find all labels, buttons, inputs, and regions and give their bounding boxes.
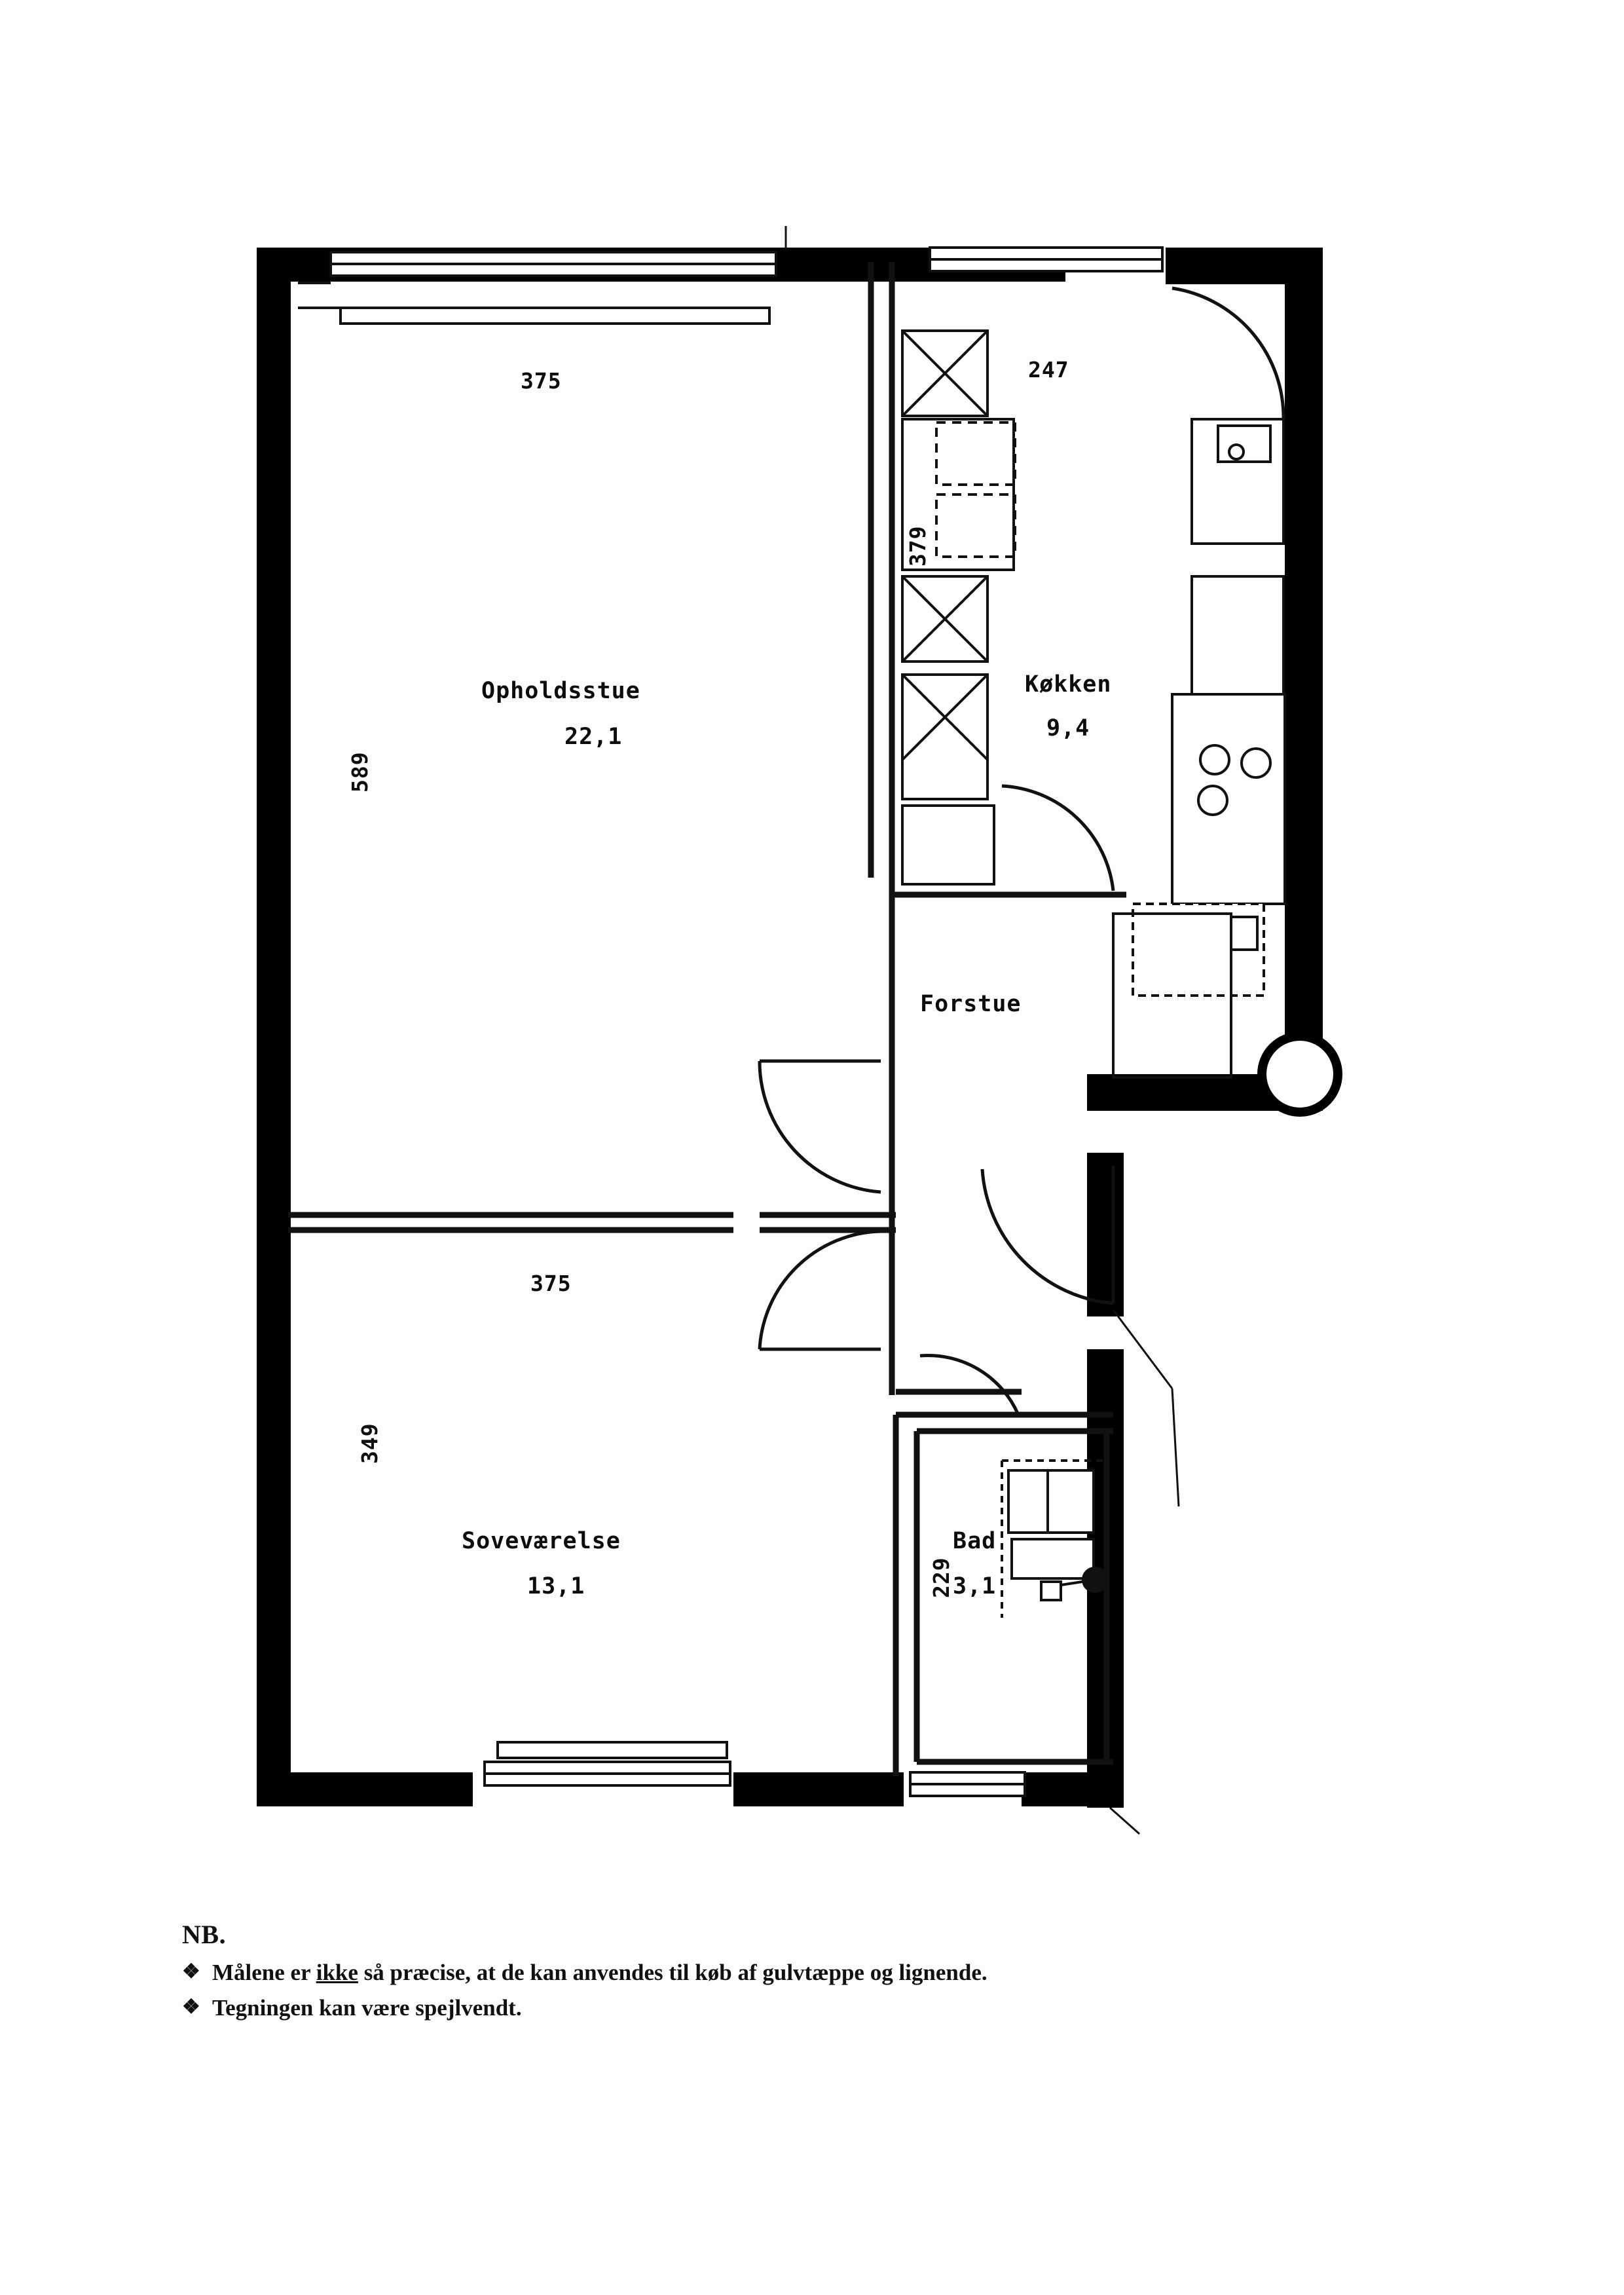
dimension-bath-left: 229 (929, 1557, 954, 1598)
hall-fixtures (1113, 904, 1264, 1077)
room-label-hall: Forstue (920, 991, 1022, 1017)
dimension-bedroom-top: 375 (530, 1271, 572, 1296)
notes-list (182, 1956, 1426, 2024)
room-area-kitchen: 9,4 (1046, 715, 1090, 741)
note-item (182, 1992, 1426, 2024)
kitchen-fixtures (902, 331, 1285, 904)
diamond-bullet-icon: ❖ (182, 1960, 200, 1983)
notes-block (182, 1919, 1426, 2026)
room-label-living: Opholdsstue (481, 678, 640, 704)
exterior-walls (257, 248, 1323, 1808)
dimension-bedroom-left: 349 (357, 1423, 382, 1464)
dimension-living-left: 589 (347, 751, 373, 793)
note-item (182, 1956, 1426, 1989)
note-text-1-pre: Målene er (212, 1960, 316, 1985)
note-text-2 (212, 1992, 522, 2024)
dimension-kitchen-top: 247 (1028, 357, 1069, 382)
notes-title: NB. (182, 1920, 227, 1949)
entry-marker (1262, 1036, 1338, 1112)
room-label-kitchen: Køkken (1025, 671, 1112, 698)
dimension-kitchen-left: 379 (905, 525, 931, 567)
diamond-bullet-icon: ❖ (182, 1994, 200, 2018)
note-text-2-pre: Tegningen kan være spejlvendt. (212, 1994, 522, 2021)
room-area-bath: 3,1 (953, 1573, 997, 1599)
room-area-bedroom: 13,1 (527, 1573, 585, 1599)
note-text-1 (212, 1956, 987, 1989)
room-area-living: 22,1 (564, 724, 623, 750)
note-text-1-post: så præcise, at de kan anvendes til køb af gulvtæppe og lignende. (358, 1960, 987, 1985)
room-label-bath: Bad (953, 1528, 997, 1554)
room-label-bedroom: Soveværelse (462, 1528, 621, 1554)
note-text-1-underlined: ikke (316, 1960, 358, 1985)
dimension-living-top: 375 (521, 368, 562, 394)
